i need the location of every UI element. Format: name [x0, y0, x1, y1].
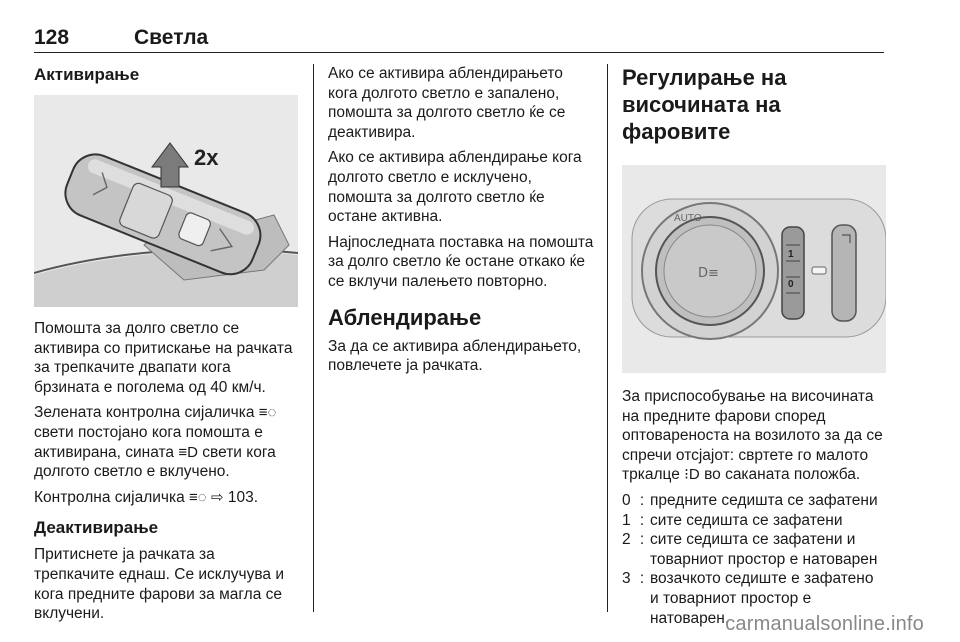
paragraph: Ако се активира аблендирањето кога долгото светло е запалено, помошта за долгото светло ќе се деактивира. — [328, 65, 566, 141]
paragraph: Ако се активира аблендирање кога долгото светло е исклучено, помошта за долгото светло ќе остане активна. — [328, 149, 582, 226]
paragraph: Зелената контролна сијаличка ≡◌ свети постојано кога помошта е активирана, сината ≡D свети кога долгото светло е вклучено. — [34, 404, 277, 481]
wheel-mark-0: 0 — [788, 279, 794, 290]
heading-headlight-range: Регулирање на височината на фаровите — [622, 65, 787, 144]
auto-high-beam-icon: ≡◌ — [189, 488, 207, 506]
press-twice-label: 2x — [194, 145, 219, 170]
paragraph: За да се активира аблендирањето, повлечете ја рачката. — [328, 337, 582, 375]
high-beam-icon: ≡D — [178, 443, 198, 461]
thumbwheel-icon: ⁝D — [684, 466, 700, 484]
paragraph: Контролна сијаличка ≡◌ ⇨ 103. — [34, 488, 259, 506]
page-reference: 103. — [227, 488, 259, 506]
light-switch-illustration — [622, 165, 886, 373]
list-item: 3 : возачкото седиште е зафатено и товарниот простор е натоварен. — [622, 570, 874, 627]
paragraph: Најпоследната поставка на помошта за долго светло ќе остане откако ќе се вклучи палењето повторно. — [328, 233, 594, 290]
paragraph: За приспособување на височината на предните фарови според оптовареноста на возилото за да се спречи отсјајот: свртете го малото тркалце ⁝D во саканата положба. — [622, 388, 883, 484]
page-number: 128 — [34, 26, 70, 49]
column-middle — [328, 64, 594, 382]
column-divider — [313, 64, 314, 612]
auto-high-beam-icon: ≡◌ — [258, 404, 277, 422]
watermark: carmanualsonline.info — [725, 613, 924, 635]
heading-dipping: Аблендирање — [328, 304, 482, 330]
column-divider — [607, 64, 608, 612]
heading-activation: Активирање — [34, 65, 140, 84]
auto-position-label: AUTO — [674, 213, 702, 224]
turn-signal-lever-illustration — [34, 95, 298, 307]
paragraph: Притиснете ја рачката за трепкачите еднаш. Се исклучува и кога предните фарови за магла се вклучени. — [34, 546, 285, 623]
list-item: 1 : сите седишта се зафатени — [622, 511, 843, 529]
wheel-mark-1: 1 — [788, 249, 794, 260]
heading-deactivation: Деактивирање — [34, 518, 159, 538]
svg-text:D≡: D≡ — [698, 266, 719, 281]
section-title: Светла — [134, 26, 209, 49]
list-item: 2 : сите седишта се зафатени и товарниот простор е натоварен — [622, 531, 878, 568]
list-item: 0 : предните седишта се зафатени — [622, 491, 878, 509]
column-left — [34, 64, 298, 630]
column-right — [622, 64, 886, 628]
paragraph: Помошта за долго светло се активира со притискање на рачката за трепкачите двапати кога брзината е поголема од 40 км/ч. — [34, 320, 293, 396]
page-header — [34, 26, 884, 53]
load-position-list — [622, 491, 886, 628]
arrow-right-icon: ⇨ — [211, 488, 224, 506]
